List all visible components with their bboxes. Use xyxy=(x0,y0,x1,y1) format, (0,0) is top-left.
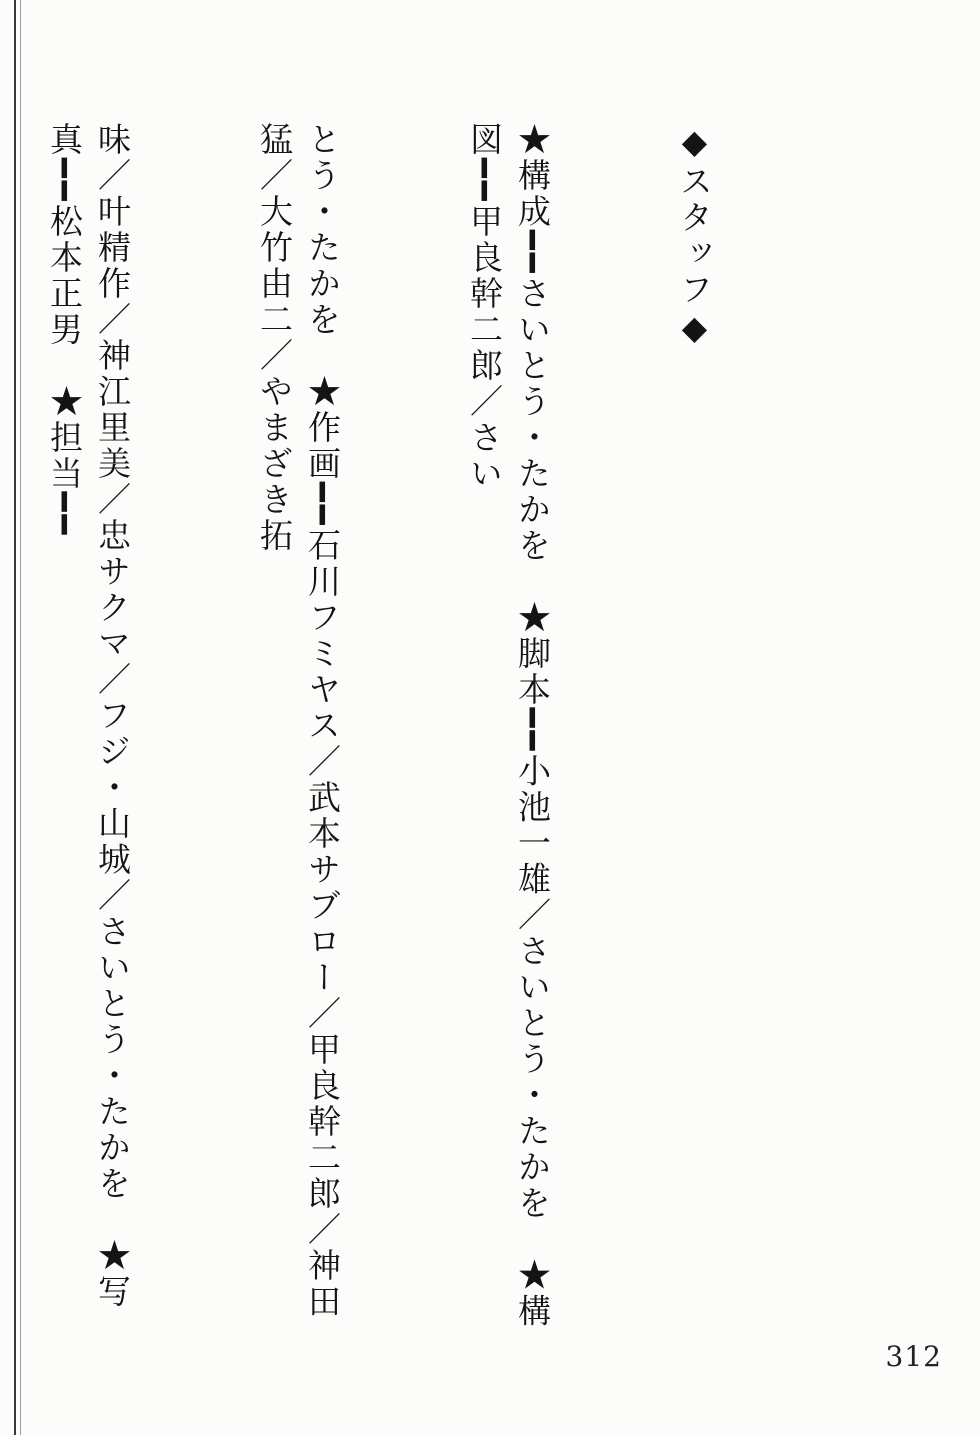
vertical-text-block xyxy=(45,122,832,1342)
staff-line: 味／叶精作／神江里美／忠サクマ／フジ・山城／さいとう・たかを ★写真━━松本正男 ★担当━━ xyxy=(45,122,132,1310)
staff-line: ★構成━━さいとう・たかを ★脚本━━小池一雄／さいとう・たかを ★構図━━甲良幹二郎／さい xyxy=(465,122,552,1330)
staff-line: とう・たかを ★作画━━石川フミヤス／武本サブロー／甲良幹二郎／神田猛／大竹由二／やまざき拓 xyxy=(255,122,342,1320)
page-number: 312 xyxy=(885,1340,942,1373)
staff-title: ◆スタッフ◆ xyxy=(675,122,714,350)
